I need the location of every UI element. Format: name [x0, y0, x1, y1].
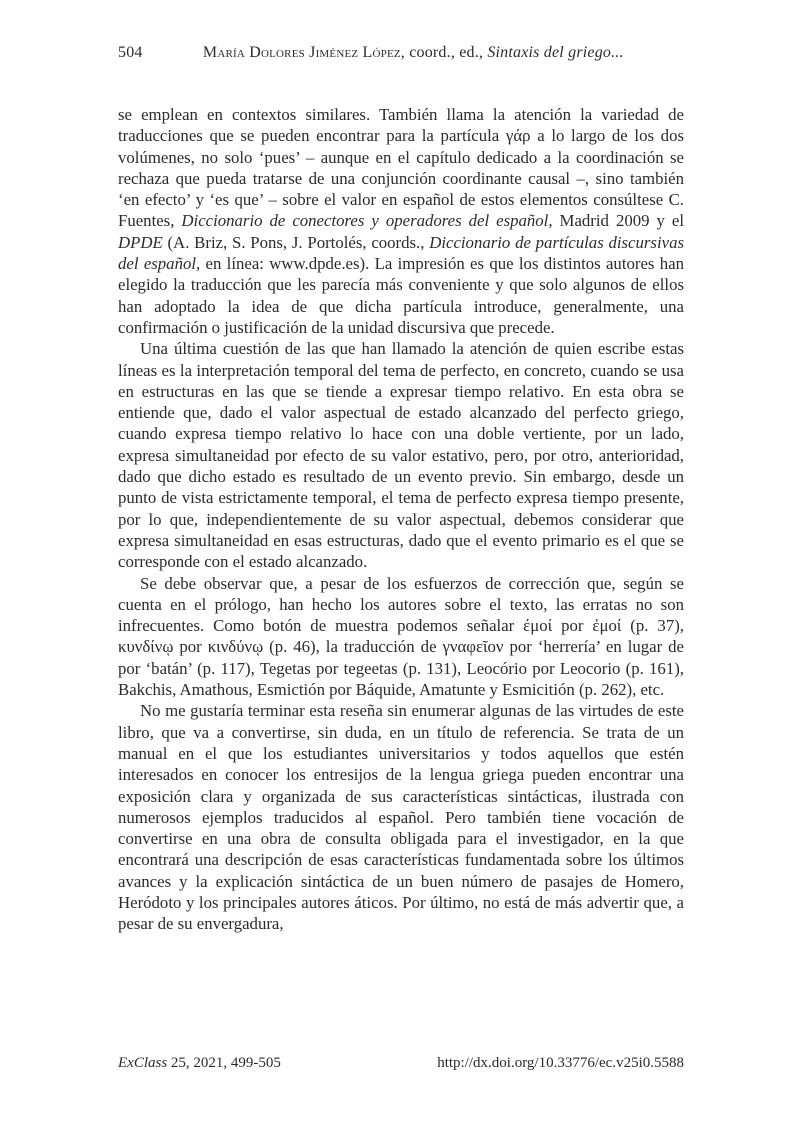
paragraph: Se debe observar que, a pesar de los esfuerzos de corrección que, según se cuenta en el prólogo, han hecho los autores sobre el texto, las erratas no son infrecuentes. Como botón de muestra podemos señalar έμοί por ἐμοί (p. 37), κυνδίνῳ por κινδύνῳ (p. 46), la traducción de γναφεῖον por ‘herrería’ en lugar de por ‘batán’ (p. 117), Tegetas por tegeetas (p. 131), Leocório por Leocorio (p. 161), Bakchis, Amathous, Esmictión por Báquide, Amatunte y Esmicitión (p. 262), etc.: [118, 573, 684, 700]
running-title: María Dolores Jiménez López, coord., ed., Sintaxis del griego...: [202, 44, 624, 61]
running-header: [118, 44, 684, 62]
page-footer: [118, 1055, 684, 1072]
paragraph: se emplean en contextos similares. También llama la atención la variedad de traducciones que se pueden encontrar para la partícula γάρ a lo largo de los dos volúmenes, no solo ‘pues’ – aunque en el capítulo dedicado a la coordinación se rechaza que pueda tratarse de una conjunción coordinante causal –, sino también ‘en efecto’ y ‘es que’ – sobre el valor en español de estos elementos consúltese C. Fuentes, Diccionario de conectores y operadores del español, Madrid 2009 y el DPDE (A. Briz, S. Pons, J. Portolés, coords., Diccionario de partículas discursivas del español, en línea: www.dpde.es). La impresión es que los distintos autores han elegido la traducción que les parecía más conveniente y que solo algunos de ellos han adoptado la idea de que dicha partícula introduce, generalmente, una confirmación o justificación de la unidad discursiva que precede.: [118, 105, 684, 337]
page-number: 504: [118, 44, 143, 61]
journal-reference: ExClass 25, 2021, 499-505: [118, 1055, 281, 1071]
page-body: [118, 104, 684, 935]
paragraph: No me gustaría terminar esta reseña sin enumerar algunas de las virtudes de este libro, que va a convertirse, sin duda, en un título de referencia. Se trata de un manual en el que los estudiantes universitarios y todos aquellos que estén interesados en conocer los entresijos de la lengua griega pueden encontrar una exposición clara y organizada de sus características sintácticas, ilustrada con numerosos ejemplos traducidos al español. Pero también tiene vocación de convertirse en una obra de consulta obligada para el investigador, en la que encontrará una descripción de esas características fundamentada sobre los últimos avances y la explicación sintáctica de un buen número de pasajes de Homero, Heródoto y los principales autores áticos. Por último, no está de más advertir que, a pesar de su envergadura,: [118, 701, 684, 934]
doi-link: http://dx.doi.org/10.33776/ec.v25i0.5588: [437, 1055, 684, 1071]
paragraph: Una última cuestión de las que han llamado la atención de quien escribe estas líneas es la interpretación temporal del tema de perfecto, en concreto, cuando se usa en estructuras en las que se tiende a expresar tiempo relativo. En esta obra se entiende que, dado el valor aspectual de estado alcanzado del perfecto griego, cuando expresa tiempo relativo lo hace con una doble vertiente, por un lado, expresa simultaneidad por efecto de su valor estativo, pero, por otro, anterioridad, dado que dicho estado es resultado de un evento previo. Sin embargo, desde un punto de vista estrictamente temporal, el tema de perfecto expresa tiempo presente, por lo que, independientemente de su valor aspectual, debemos considerar que expresa simultaneidad en esas estructuras, dado que el evento primario es el que se corresponde con el estado alcanzado.: [118, 339, 684, 572]
